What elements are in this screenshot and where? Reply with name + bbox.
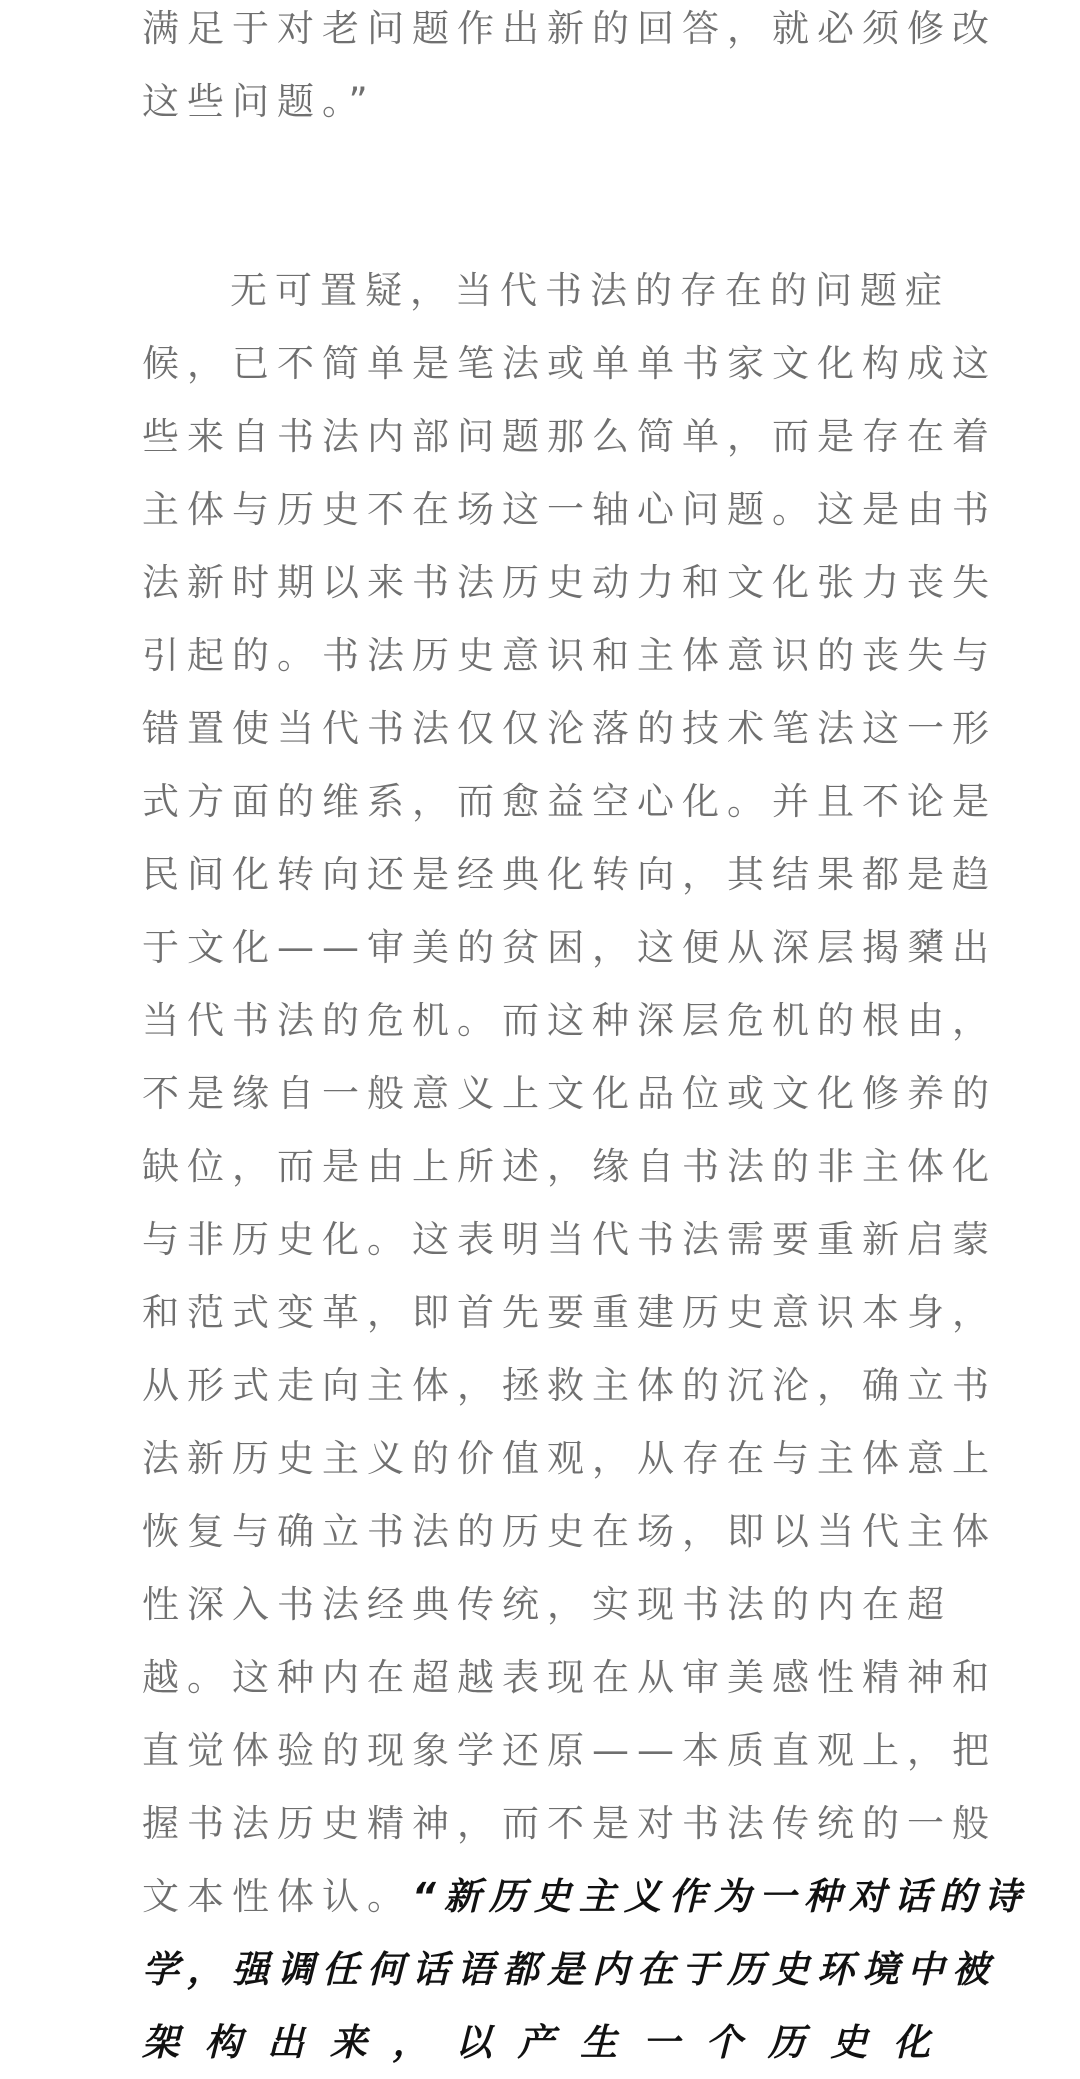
text-line-indented: 无可置疑，当代书法的存在的问题症 (230, 269, 950, 312)
text-line: 引起的。书法历史意识和主体意识的丧失与 (142, 634, 997, 677)
text-line: 从形式走向主体，拯救主体的沉沦，确立书 (142, 1364, 997, 1407)
text-line: 主体与历史不在场这一轴心问题。这是由书 (142, 488, 997, 531)
text-line: 越。这种内在超越表现在从审美感性精神和 (142, 1656, 997, 1699)
text-line: 直觉体验的现象学还原——本质直观上，把 (142, 1729, 997, 1772)
text-line: 握书法历史精神，而不是对书法传统的一般 (142, 1802, 997, 1845)
text-line: 于文化——审美的贫困，这便从深层揭櫫出 (142, 926, 997, 969)
text-line: 与非历史化。这表明当代书法需要重新启蒙 (142, 1218, 997, 1261)
paragraph-quote-ending (142, 0, 997, 138)
paragraph-main (142, 254, 1029, 2079)
text-line: 法新时期以来书法历史动力和文化张力丧失 (142, 561, 997, 604)
text-line: 满足于对老问题作出新的回答，就必须修改 (142, 7, 997, 50)
text-line: 候，已不简单是笔法或单单书家文化构成这 (142, 342, 997, 385)
text-line: 法新历史主义的价值观，从存在与主体意上 (142, 1437, 997, 1480)
emphasized-quote-line: 学，强调任何话语都是内在于历史环境中被 (142, 1948, 997, 1991)
text-line: 这些问题。” (142, 80, 376, 123)
text-line: 式方面的维系，而愈益空心化。并且不论是 (142, 780, 997, 823)
text-line-mixed (142, 1860, 1029, 1933)
plain-text: 文本性体认。 (142, 1875, 412, 1918)
paragraph-spacer (142, 138, 938, 254)
text-line: 些来自书法内部问题那么简单，而是存在着 (142, 415, 997, 458)
text-line: 错置使当代书法仅仅沦落的技术笔法这一形 (142, 707, 997, 750)
text-line: 当代书法的危机。而这种深层危机的根由， (142, 999, 997, 1042)
text-line: 性深入书法经典传统，实现书法的内在超 (142, 1583, 952, 1626)
text-line: 不是缘自一般意义上文化品位或文化修养的 (142, 1072, 997, 1115)
article-body (142, 0, 1029, 2079)
emphasized-quote-line: 架构出来，以产生一个历史化 (142, 2021, 938, 2064)
text-line: 和范式变革，即首先要重建历史意识本身， (142, 1291, 997, 1334)
emphasized-quote: “新历史主义作为一种对话的诗 (412, 1875, 1029, 1918)
text-line: 缺位，而是由上所述，缘自书法的非主体化 (142, 1145, 997, 1188)
text-line: 民间化转向还是经典化转向，其结果都是趋 (142, 853, 997, 896)
text-line: 恢复与确立书法的历史在场，即以当代主体 (142, 1510, 997, 1553)
